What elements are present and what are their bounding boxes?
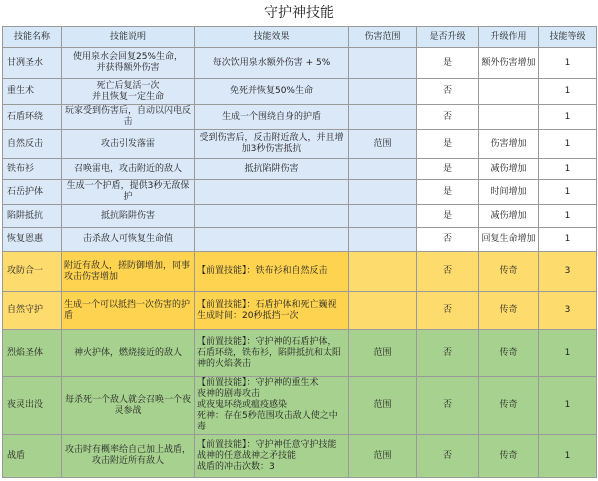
table-header-row xyxy=(3,27,597,48)
skill-effect-cell: 受到伤害后，反击附近敌人，并且增 加3秒伤害抵抗 xyxy=(195,130,349,159)
upgrade-effect-cell: 传奇 xyxy=(479,292,539,330)
upgradable-cell: 是 xyxy=(417,48,479,79)
skill-effect-cell: 【前置技能】：守护神的重生术 夜神的剧毒攻击 或夜鬼环绕或瘟疫感染 死神：存在5秒范围攻击敌人使之中 毒 xyxy=(195,377,349,435)
damage-range-cell: 范围 xyxy=(349,130,417,159)
skill-desc-cell: 附近有敌人，搓防御增加，同事 攻击伤害增加 xyxy=(62,252,195,292)
upgradable-cell: 否 xyxy=(417,292,479,330)
upgrade-effect-cell: 减伤增加 xyxy=(479,205,539,228)
upgrade-effect-cell: 伤害增加 xyxy=(479,130,539,159)
skill-effect-cell: 每次饮用泉水额外伤害 + 5% xyxy=(195,48,349,79)
skill-name-cell: 甘冽圣水 xyxy=(3,48,62,79)
skill-level-cell: 1 xyxy=(539,48,597,79)
upgradable-cell: 否 xyxy=(417,377,479,435)
table-row xyxy=(3,292,597,330)
table-row xyxy=(3,79,597,105)
table-row xyxy=(3,228,597,252)
upgrade-effect-cell: 传奇 xyxy=(479,435,539,478)
skill-name-cell: 恢复恩惠 xyxy=(3,228,62,252)
skill-level-cell: 1 xyxy=(539,205,597,228)
damage-range-cell xyxy=(349,159,417,180)
skill-desc-cell: 生成一个护盾，提供3秒无敌保 护 xyxy=(62,180,195,205)
skill-effect-cell: 抵抗陷阱伤害 xyxy=(195,159,349,180)
skill-level-cell: 3 xyxy=(539,292,597,330)
skill-effect-cell xyxy=(195,180,349,205)
upgradable-cell: 是 xyxy=(417,159,479,180)
upgradable-cell: 是 xyxy=(417,205,479,228)
skill-desc-cell: 神火护体，燃烧接近的敌人 xyxy=(62,330,195,377)
skill-name-cell: 自然守护 xyxy=(3,292,62,330)
skill-desc-cell: 每杀死一个敌人就会召唤一个夜 灵参战 xyxy=(62,377,195,435)
skill-level-cell: 1 xyxy=(539,228,597,252)
skill-desc-cell: 死亡后复活一次 并且恢复一定生命 xyxy=(62,79,195,105)
skill-desc-cell: 抵抗陷阱伤害 xyxy=(62,205,195,228)
upgradable-cell: 否 xyxy=(417,435,479,478)
header-damage-range: 伤害范围 xyxy=(349,27,417,48)
upgrade-effect-cell xyxy=(479,79,539,105)
table-row xyxy=(3,159,597,180)
upgradable-cell: 否 xyxy=(417,105,479,130)
skill-level-cell: 1 xyxy=(539,105,597,130)
page-title: 守护神技能 xyxy=(264,5,334,21)
skill-name-cell: 攻防合一 xyxy=(3,252,62,292)
skill-desc-cell: 生成一个可以抵挡一次伤害的护 盾 xyxy=(62,292,195,330)
skill-name-cell: 烈焰圣体 xyxy=(3,330,62,377)
header-upgradable: 是否升级 xyxy=(417,27,479,48)
header-skill-desc: 技能说明 xyxy=(62,27,195,48)
skill-name-cell: 石盾环绕 xyxy=(3,105,62,130)
upgradable-cell: 否 xyxy=(417,252,479,292)
skill-level-cell: 1 xyxy=(539,180,597,205)
header-skill-name: 技能名称 xyxy=(3,27,62,48)
skill-name-cell: 铁布衫 xyxy=(3,159,62,180)
upgrade-effect-cell: 回复生命增加 xyxy=(479,228,539,252)
upgrade-effect-cell: 额外伤害增加 xyxy=(479,48,539,79)
table-row xyxy=(3,377,597,435)
header-skill-level: 技能等级 xyxy=(539,27,597,48)
damage-range-cell xyxy=(349,48,417,79)
skill-desc-cell: 攻击引发落雷 xyxy=(62,130,195,159)
table-row xyxy=(3,330,597,377)
skill-name-cell: 战盾 xyxy=(3,435,62,478)
damage-range-cell xyxy=(349,252,417,292)
skill-name-cell: 重生术 xyxy=(3,79,62,105)
skill-effect-cell xyxy=(195,205,349,228)
upgrade-effect-cell: 传奇 xyxy=(479,252,539,292)
damage-range-cell xyxy=(349,79,417,105)
skill-effect-cell: 【前置技能】：铁布衫和自然反击 xyxy=(195,252,349,292)
table-row xyxy=(3,435,597,478)
skill-name-cell: 自然反击 xyxy=(3,130,62,159)
upgrade-effect-cell: 时间增加 xyxy=(479,180,539,205)
skill-level-cell: 1 xyxy=(539,159,597,180)
damage-range-cell xyxy=(349,228,417,252)
damage-range-cell xyxy=(349,105,417,130)
table-row xyxy=(3,252,597,292)
header-upgrade-effect: 升级作用 xyxy=(479,27,539,48)
skill-level-cell: 1 xyxy=(539,79,597,105)
damage-range-cell xyxy=(349,292,417,330)
upgradable-cell: 否 xyxy=(417,79,479,105)
skill-desc-cell: 召唤雷电，攻击附近的敌人 xyxy=(62,159,195,180)
upgrade-effect-cell: 传奇 xyxy=(479,330,539,377)
upgradable-cell: 否 xyxy=(417,228,479,252)
skill-effect-cell: 【前置技能】：守护神任意守护技能 战神的任意战神之矛技能 战盾的冲击次数：3 xyxy=(195,435,349,478)
skill-name-cell: 夜灵出没 xyxy=(3,377,62,435)
header-skill-effect: 技能效果 xyxy=(195,27,349,48)
skill-level-cell: 1 xyxy=(539,130,597,159)
skill-desc-cell: 使用泉水会回复25%生命， 并获得额外伤害 xyxy=(62,48,195,79)
upgrade-effect-cell: 减伤增加 xyxy=(479,159,539,180)
skill-desc-cell: 击杀敌人可恢复生命值 xyxy=(62,228,195,252)
skill-desc-cell: 玩家受到伤害后，自动以闪电反 击 xyxy=(62,105,195,130)
damage-range-cell xyxy=(349,205,417,228)
skill-table xyxy=(2,26,597,478)
upgradable-cell: 是 xyxy=(417,180,479,205)
skill-effect-cell: 免死并恢复50%生命 xyxy=(195,79,349,105)
skill-name-cell: 石岳护体 xyxy=(3,180,62,205)
skill-level-cell: 1 xyxy=(539,330,597,377)
table-row xyxy=(3,180,597,205)
skill-level-cell: 1 xyxy=(539,377,597,435)
skill-effect-cell xyxy=(195,228,349,252)
skill-level-cell: 1 xyxy=(539,435,597,478)
upgradable-cell: 否 xyxy=(417,330,479,377)
table-row xyxy=(3,105,597,130)
skill-effect-cell: 【前置技能】：守护神的石盾护体， 石盾环绕，铁布衫，陷阱抵抗和太阳 神的火焰袭击 xyxy=(195,330,349,377)
upgradable-cell: 是 xyxy=(417,130,479,159)
skill-level-cell: 3 xyxy=(539,252,597,292)
skill-desc-cell: 攻击时有概率给自己加上战盾， 攻击附近所有敌人 xyxy=(62,435,195,478)
damage-range-cell: 范围 xyxy=(349,330,417,377)
damage-range-cell xyxy=(349,180,417,205)
upgrade-effect-cell xyxy=(479,105,539,130)
skill-effect-cell: 生成一个围绕自身的护盾 xyxy=(195,105,349,130)
table-row xyxy=(3,130,597,159)
upgrade-effect-cell: 传奇 xyxy=(479,377,539,435)
skill-effect-cell: 【前置技能】：石盾护体和死亡巍视 生成时间：20秒抵挡一次 xyxy=(195,292,349,330)
table-row xyxy=(3,205,597,228)
damage-range-cell: 范围 xyxy=(349,377,417,435)
table-row xyxy=(3,48,597,79)
skill-name-cell: 陷阱抵抗 xyxy=(3,205,62,228)
damage-range-cell: 范围 xyxy=(349,435,417,478)
